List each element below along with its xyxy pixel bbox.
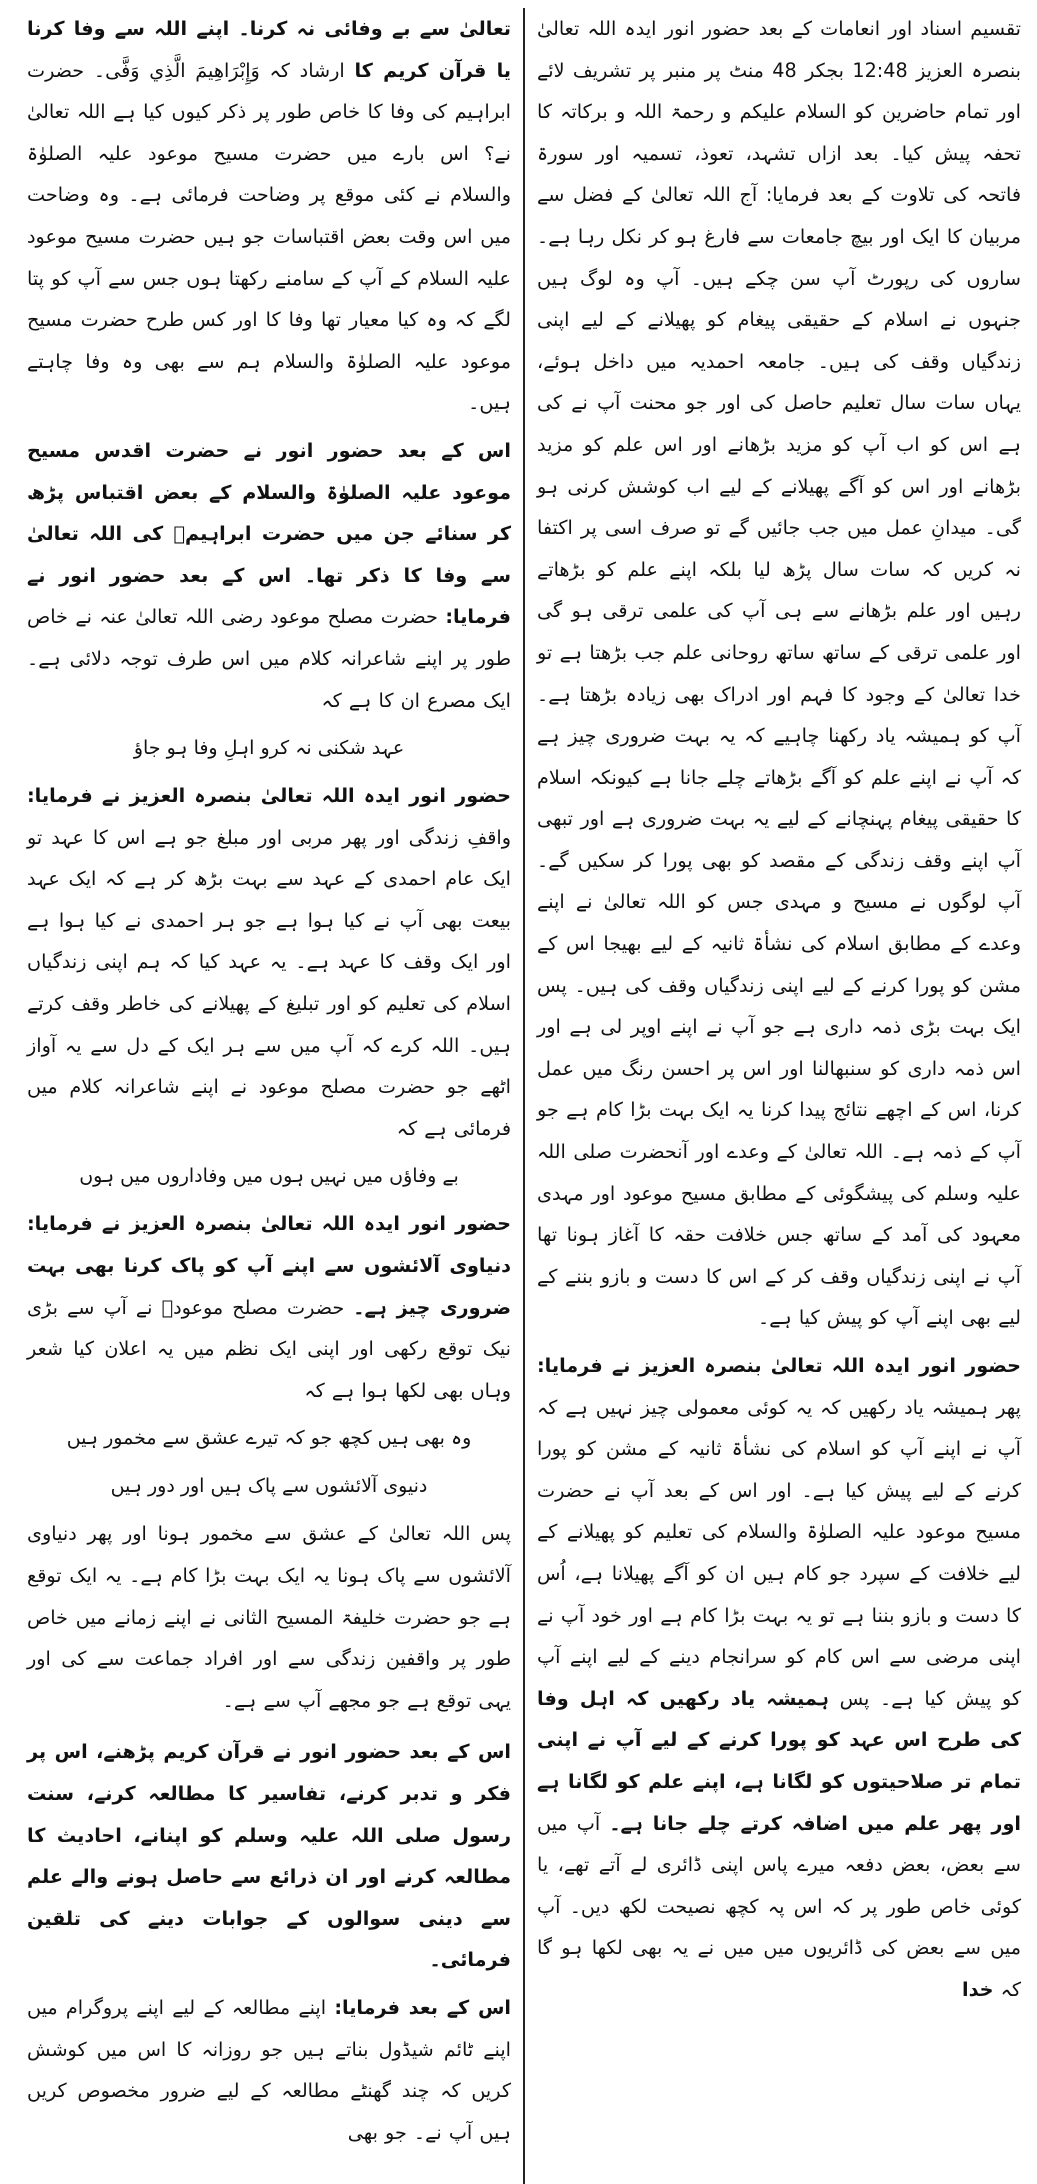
left-paragraph-5 — [27, 1513, 511, 1721]
left-p5-text: پس اللہ تعالیٰ کے عشق سے مخمور ہونا اور پھر دنیاوی آلائشوں سے پاک ہونا یہ ایک بہت بڑا کام ہے۔ یہ ایک توقع ہے جو حضرت خلیفۃ المسیح الثانی نے اپنے زمانے میں خاص طور پر واقفین زندگی سے اور افراد جماعت سے کی اور یہی توقع ہے جو مجھے آپ سے ہے۔ — [27, 1522, 511, 1712]
left-p1-text: ارشاد کہ وَإِبْرَاهِيمَ الَّذِي وَفَّى۔ حضرت ابراہیم کی وفا کا خاص طور پر ذکر کیوں کیا ہے اللہ تعالیٰ نے؟ اس بارے میں حضرت مسیح موعود علیہ الصلوٰۃ والسلام نے کئی موقع پر وضاحت فرمائی ہے۔ وہ وضاحت میں اس وقت بعض اقتباسات جو ہیں حضرت مسیح موعود علیہ السلام کے آپ کے سامنے رکھتا ہوں جس سے آپ کو پتا لگے کہ وہ کیا معیار تھا وفا کا اور کس طرح حضرت مسیح موعود علیہ الصلوٰۃ والسلام ہم سے بھی وہ وفا چاہتے ہیں۔ — [27, 58, 511, 415]
verse-1: عہد شکنی نہ کرو اہلِ وفا ہو جاؤ — [133, 737, 405, 760]
right-p2-tail: آپ میں سے بعض، بعض دفعہ میرے پاس اپنی ڈائری لے آتے تھے، یا کوئی خاص طور پر کہ اس پہ کچھ نصیحت لکھ دیں۔ آپ میں سے بعض کی ڈائریوں میں میں نے یہ بھی لکھا ہو گا کہ — [537, 1811, 1021, 2001]
left-paragraph-6 — [27, 1731, 511, 1981]
left-paragraph-2 — [27, 430, 511, 721]
left-p2-text: حضرت مصلح موعود رضی اللہ تعالیٰ عنہ نے خاص طور پر اپنے شاعرانہ کلام میں اس طرف توجہ دلائی ہے۔ ایک مصرع ان کا ہے کہ — [27, 605, 511, 712]
left-p3-text: واقفِ زندگی اور پھر مربی اور مبلغ جو ہے اس کا عہد تو ایک عام احمدی کے عہد سے بہت بڑھ کر ہے کہ ایک عہد بیعت بھی آپ نے کیا ہوا ہے جو ہر احمدی نے کیا ہوا ہے اور ایک وقف کا عہد ہے۔ یہ عہد کیا کہ ہم اپنی زندگیاں اسلام کی تعلیم کو اور تبلیغ کے پھیلانے کی خاطر وقف کرتے ہیں۔ اللہ کرے کہ آپ میں سے ہر ایک کے دل سے یہ آواز اٹھے جو حضرت مصلح موعود نے اپنے شاعرانہ کلام میں فرمائی ہے کہ — [27, 825, 511, 1140]
right-paragraph-1 — [537, 8, 1021, 1339]
left-column — [17, 8, 523, 2184]
left-p1-lead: تعالیٰ سے بے وفائی نہ کرنا۔ اپنے اللہ سے وفا کرنا یا قرآن کریم کا — [27, 17, 511, 82]
left-p7-text: اپنے مطالعہ کے لیے اپنے پروگرام میں اپنے ٹائم شیڈول بناتے ہیں جو روزانہ کا اس میں کوشش کریں کہ چند گھنٹے مطالعہ کے لیے ضرور مخصوص کریں ہیں آپ نے۔ جو بھی — [27, 1995, 511, 2144]
right-p2-lead: حضور انور ایدہ اللہ تعالیٰ بنصرہ العزیز نے فرمایا: — [537, 1354, 1021, 1377]
left-p4-text: حضرت مصلح موعودؓ نے آپ سے بڑی نیک توقع رکھی اور اپنی ایک نظم میں یہ اعلان کیا شعر وہاں بھی لکھا ہوا ہے کہ — [27, 1295, 511, 1402]
right-paragraph-2 — [537, 1345, 1021, 2011]
right-p2-end: خدا — [962, 1977, 994, 2001]
left-p2-lead: اس کے بعد حضور انور نے حضرت اقدس مسیح موعود علیہ الصلوٰۃ والسلام کے بعض اقتباس پڑھ کر سنائے جن میں حضرت ابراہیمؑ کی اللہ تعالیٰ سے وفا کا ذکر تھا۔ اس کے بعد حضور انور نے فرمایا: — [27, 438, 511, 629]
right-column — [525, 8, 1031, 2184]
left-paragraph-7 — [27, 1987, 511, 2153]
verse-3b: دنیوی آلائشوں سے پاک ہیں اور دور ہیں — [110, 1475, 428, 1498]
right-p2-emphasis: ہمیشہ یاد رکھیں کہ اہل وفا کی طرح اس عہد کو پورا کرنے کے لیے آپ نے اپنی تمام تر صلاحیتوں کو لگانا ہے، اپنے علم کو لگانا ہے اور پھر علم میں اضافہ کرتے چلے جانا ہے۔ — [537, 1686, 1021, 1835]
left-p7-lead: اس کے بعد فرمایا: — [334, 1995, 511, 2019]
left-paragraph-4 — [27, 1203, 511, 1411]
right-p1-text: تقسیم اسناد اور انعامات کے بعد حضور انور ایدہ اللہ تعالیٰ بنصرہ العزیز 12:48 بجکر 48 منٹ پر منبر پر تشریف لائے اور تمام حاضرین کو السلام علیکم و رحمۃ اللہ و برکاتہ کا تحفہ پیش کیا۔ بعد ازاں تشہد، تعوذ، تسمیہ اور سورۃ فاتحہ کی تلاوت کے بعد فرمایا: آج اللہ تعالیٰ کے فضل سے مربیان کا ایک اور بیچ جامعات سے فارغ ہو کر نکل رہا ہے۔ ساروں کی رپورٹ آپ سن چکے ہیں۔ آپ وہ لوگ ہیں جنہوں نے اسلام کے حقیقی پیغام کو پھیلانے کے لیے اپنی زندگیاں وقف کی ہیں۔ جامعہ احمدیہ میں داخل ہوئے، یہاں سات سال تعلیم حاصل کی اور جو محنت آپ نے کی ہے اس کو اب آپ کو مزید بڑھانے اور اس علم کو مزید بڑھانے اور اس کو آگے پھیلانے کے لیے اب کوشش کرنی ہو گی۔ میدانِ عمل میں جب جائیں گے تو صرف اسی پر اکتفا نہ کریں کہ سات سال پڑھ لیا بلکہ اپنے علم کو بڑھاتے رہیں اور علم بڑھانے سے ہی آپ کی علمی ترقی ہو گی اور علمی ترقی کے ساتھ ساتھ روحانی علم جب بڑھتا ہے تو خدا تعالیٰ کے وجود کا فہم اور ادراک بھی زیادہ بڑھتا ہے۔ آپ کو ہمیشہ یاد رکھنا چاہیے کہ یہ بہت ضروری چیز ہے کہ آپ نے اپنے علم کو آگے بڑھاتے چلے جانا ہے کیونکہ اسلام کا حقیقی پیغام پہنچانے کے لیے یہ بہت ضروری ہے اور تبھی آپ اپنے وقف زندگی کے مقصد کو بھی پورا کر سکیں گے۔ آپ لوگوں نے مسیح و مہدی جس کو اللہ تعالیٰ نے اپنے وعدے کے مطابق اسلام کی نشأۃ ثانیہ کے لیے بھیجا اس کے مشن کو پورا کرنے کے لیے اپنی زندگیاں وقف کی ہیں۔ پس ایک بہت بڑی ذمہ داری ہے جو آپ نے اپنے اوپر لی ہے اور اس ذمہ داری کو سنبھالنا اور اس پر احسن رنگ میں عمل کرنا، اس کے اچھے نتائج پیدا کرنا یہ ایک بہت بڑا کام ہے جو آپ کے ذمہ ہے۔ اللہ تعالیٰ کے وعدے اور آنحضرت صلی اللہ علیہ وسلم کی پیشگوئی کے مطابق مسیح موعود اور مہدی معہود کی آمد کے ساتھ جس خلافت حقہ کا آغاز ہونا تھا آپ نے اپنی زندگیاں وقف کر کے اس کا دست و بازو بننے کے لیے بھی اپنے آپ کو پیش کیا ہے۔ — [537, 17, 1022, 1330]
verse-3a: وہ بھی ہیں کچھ جو کہ تیرے عشق سے مخمور ہیں — [66, 1427, 472, 1450]
left-p6-text: اس کے بعد حضور انور نے قرآن کریم پڑھنے، اس پر فکر و تدبر کرنے، تفاسیر کا مطالعہ کرنے، سنت رسول صلی اللہ علیہ وسلم کو اپنانے، احادیث کا مطالعہ کرنے اور ان ذرائع سے حاصل ہونے والے علم سے دینی سوالوں کے جوابات دینے کی تلقین فرمائی۔ — [27, 1740, 511, 1972]
left-paragraph-1 — [27, 8, 511, 424]
left-paragraph-3 — [27, 775, 511, 1149]
verse-2: بے وفاؤں میں نہیں ہوں میں وفاداروں میں ہوں — [79, 1165, 459, 1188]
column-divider — [523, 8, 525, 2184]
left-p3-lead: حضور انور ایدہ اللہ تعالیٰ بنصرہ العزیز نے فرمایا: — [27, 784, 511, 808]
right-p2-text: پھر ہمیشہ یاد رکھیں کہ یہ کوئی معمولی چیز نہیں ہے کہ آپ نے اپنے آپ کو اسلام کی نشأۃ ثانیہ کے مشن کو پورا کرنے کے لیے پیش کیا ہے۔ اور اس کے بعد آپ نے حضرت مسیح موعود علیہ الصلوٰۃ والسلام کی تعلیم کو پھیلانے کے لیے خلافت کے سپرد جو کام ہیں ان کو آگے پھیلانا ہے، اُس کا دست و بازو بننا ہے تو یہ بہت بڑا کام ہے اور خود آپ نے اپنی مرضی سے اس کام کو سرانجام دینے کے لیے اپنے آپ کو پیش کیا ہے۔ پس — [537, 1395, 1021, 1710]
left-p4-lead: حضور انور ایدہ اللہ تعالیٰ بنصرہ العزیز نے فرمایا: دنیاوی آلائشوں سے اپنے آپ کو پاک کرنا بھی بہت ضروری چیز ہے۔ — [27, 1212, 511, 1319]
